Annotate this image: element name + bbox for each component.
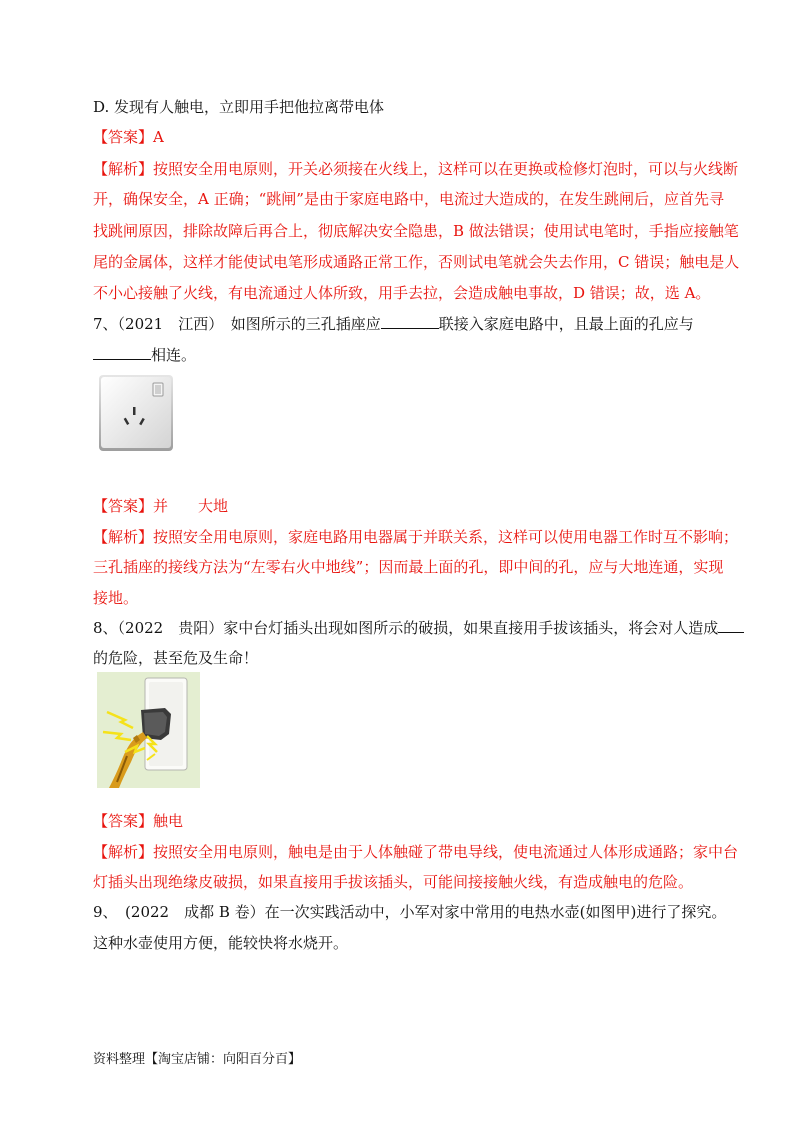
three-hole-socket-image [98, 374, 174, 452]
q6-analysis-text-1: 按照安全用电原则，开关必须接在火线上，这样可以在更换或检修灯泡时，可以与火线断 [153, 160, 739, 178]
q7-answer-value: 并 大地 [153, 497, 229, 515]
q7-stem-part-2: 联接入家庭电路中，且最上面的孔应与 [438, 315, 694, 333]
q7-analysis-line-3: 接地。 [93, 589, 139, 607]
q7-answer-label: 【答案】 [93, 497, 154, 515]
q7-answer [93, 496, 228, 516]
q6-analysis-line-5: 不小心接触了火线，有电流通过人体所致，用手去拉，会造成触电事故，D 错误；故，选 A。 [93, 284, 711, 302]
q8-analysis-line-1 [93, 842, 738, 862]
q8-answer-value: 触电 [153, 812, 184, 830]
q6-analysis-line-4: 尾的金属体，这样才能使试电笔形成通路正常工作，否则试电笔就会失去作用，C 错误；触电是人 [93, 253, 740, 271]
q8-analysis-label: 【解析】 [93, 843, 154, 861]
q7-analysis-label: 【解析】 [93, 528, 154, 546]
page-footer: 资料整理【淘宝店铺：向阳百分百】 [93, 1052, 302, 1067]
q6-analysis-label: 【解析】 [93, 160, 154, 178]
q6-analysis-line-1 [93, 159, 738, 179]
q8-stem-part-1: 8、（2022 贵阳）家中台灯插头出现如图所示的破损，如果直接用手拔该插头，将会对人造成 [93, 619, 719, 637]
q7-stem-part-1: 7、（2021 江西） 如图所示的三孔插座应 [93, 315, 381, 333]
q9-stem-line-2: 这种水壶使用方便，能较快将水烧开。 [93, 934, 349, 952]
q7-analysis-text-1: 按照安全用电原则，家庭电路用电器属于并联关系，这样可以使用电器工作时互不影响； [153, 528, 739, 546]
q8-analysis-text-1: 按照安全用电原则，触电是由于人体触碰了带电导线，使电流通过人体形成通路；家中台 [153, 843, 739, 861]
q8-stem-line-2: 的危险，甚至危及生命！ [93, 649, 259, 667]
q6-option-d: D. 发现有人触电，立即用手把他拉离带电体 [93, 98, 385, 116]
q7-analysis-line-2: 三孔插座的接线方法为“左零右火中地线”；因而最上面的孔，即中间的孔，应与大地连通，实现 [93, 558, 724, 576]
q8-answer-label: 【答案】 [93, 812, 154, 830]
q8-answer [93, 811, 183, 831]
q7-blank-1 [381, 313, 439, 329]
q6-answer-label: 【答案】 [93, 128, 154, 146]
q6-answer-value: A [153, 128, 164, 146]
damaged-plug-image [97, 672, 200, 788]
q7-analysis-line-1 [93, 527, 738, 547]
q7-stem-line-1 [93, 313, 694, 334]
q6-answer [93, 127, 164, 147]
q7-stem-part-3: 相连。 [151, 346, 197, 364]
q6-analysis-line-3: 找跳闸原因，排除故障后再合上，彻底解决安全隐患，B 做法错误；使用试电笔时，手指应接触笔 [93, 222, 739, 240]
q6-analysis-line-2: 开，确保安全，A 正确；“跳闸”是由于家庭电路中，电流过大造成的，在发生跳闸后，应首先寻 [93, 190, 724, 208]
q8-blank [718, 617, 744, 633]
q8-stem-line-1 [93, 617, 744, 638]
q7-stem-line-2 [93, 344, 196, 365]
q9-stem-line-1: 9、 (2022 成都 B 卷）在一次实践活动中，小军对家中常用的电热水壶(如图甲)进行了探究。 [93, 903, 727, 921]
q8-analysis-line-2: 灯插头出现绝缘皮破损，如果直接用手拔该插头，可能间接接触火线，有造成触电的危险。 [93, 873, 694, 891]
q7-blank-2 [93, 344, 151, 360]
